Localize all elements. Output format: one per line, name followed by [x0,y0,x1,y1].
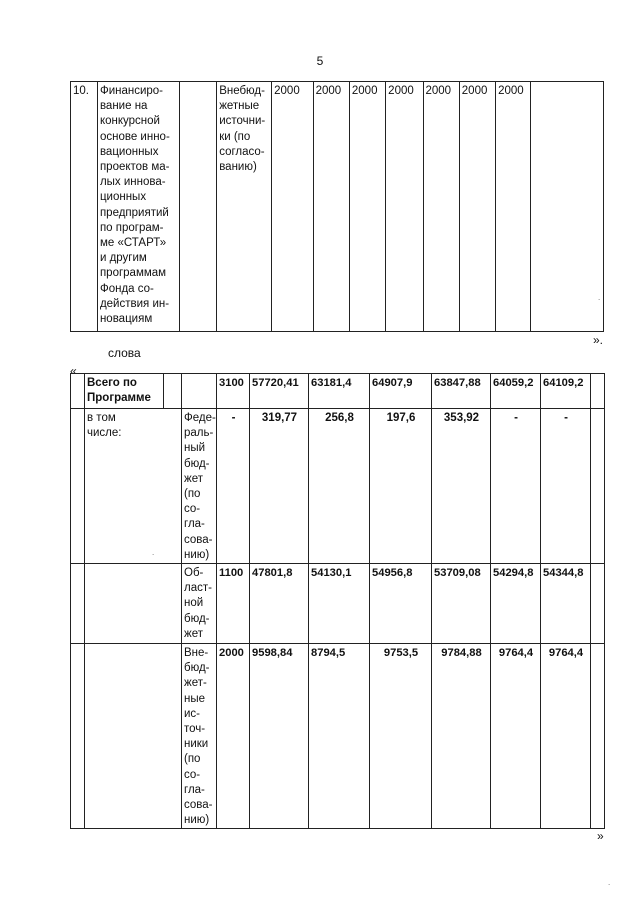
total-value: 64907,9 [370,374,432,409]
value-cell: 197,6 [370,409,432,564]
empty-cell [531,82,604,332]
total-value: 63847,88 [432,374,491,409]
value-cell: 9764,4 [491,644,541,829]
value-cell: 54130,1 [309,564,370,644]
scan-speck: . [152,548,155,557]
value-cell: 9764,4 [541,644,591,829]
funding-source: Внебюд- жетные источни- ки (по согласо- ванию) [217,82,272,332]
empty-cell [591,409,605,564]
empty-cell [71,374,85,409]
value-cell: 256,8 [309,409,370,564]
empty-cell [71,409,85,564]
value-cell: 2000 [496,82,531,332]
funding-source-extrabudgetary: Вне- бюд- жет- ные ис- точ- ники (по со- гла- сова- нию) [182,644,217,829]
empty-cell [591,644,605,829]
row-code: 1100 [217,564,250,644]
empty-cell [591,564,605,644]
page-number: 5 [316,54,324,68]
value-cell: - [491,409,541,564]
value-cell: 319,77 [250,409,309,564]
word-slova: слова [108,346,141,360]
program-table-row-10 [70,81,604,332]
row-code: 2000 [217,644,250,829]
value-cell: 54956,8 [370,564,432,644]
value-cell: 2000 [349,82,385,332]
empty-cell [179,82,216,332]
program-total-table [70,373,605,829]
value-cell: 9753,5 [370,644,432,829]
scan-speck: . [608,878,611,887]
value-cell: 353,92 [432,409,491,564]
empty-cell [591,374,605,409]
value-cell: 2000 [272,82,313,332]
row-code: - [217,409,250,564]
value-cell: 2000 [386,82,423,332]
opening-quote: « [70,364,77,378]
row-number: 10. [71,82,98,332]
value-cell: 9784,88 [432,644,491,829]
value-cell: 54294,8 [491,564,541,644]
total-value: 63181,4 [309,374,370,409]
value-cell: 8794,5 [309,644,370,829]
value-cell: 2000 [423,82,459,332]
empty-cell [182,374,217,409]
total-code: 3100 [217,374,250,409]
funding-source-federal: Феде- раль- ный бюд- жет (по со- гла- сова- нию) [182,409,217,564]
total-label: Всего по Программе [85,374,164,409]
value-cell: 9598,84 [250,644,309,829]
value-cell: - [541,409,591,564]
empty-cell [85,564,182,644]
value-cell: 2000 [459,82,495,332]
empty-cell [164,374,182,409]
value-cell: 47801,8 [250,564,309,644]
value-cell: 54344,8 [541,564,591,644]
empty-cell [71,644,85,829]
empty-cell [71,564,85,644]
including-label: в том числе: [85,409,182,564]
funding-source-regional: Об- ласт- ной бюд- жет [182,564,217,644]
value-cell: 53709,08 [432,564,491,644]
value-cell: 2000 [313,82,349,332]
scan-speck: . [598,293,601,302]
total-value: 57720,41 [250,374,309,409]
closing-quote: » [597,829,604,843]
empty-cell [85,644,182,829]
measure-name: Финансиро- вание на конкурсной основе инно- вационных проектов ма- лых иннова- ционных предприятий по програм- ме «СТАРТ» и другим программам Фонда со- действия ин- новациям [97,82,179,332]
closing-quote: ». [593,333,604,347]
total-value: 64059,2 [491,374,541,409]
total-value: 64109,2 [541,374,591,409]
